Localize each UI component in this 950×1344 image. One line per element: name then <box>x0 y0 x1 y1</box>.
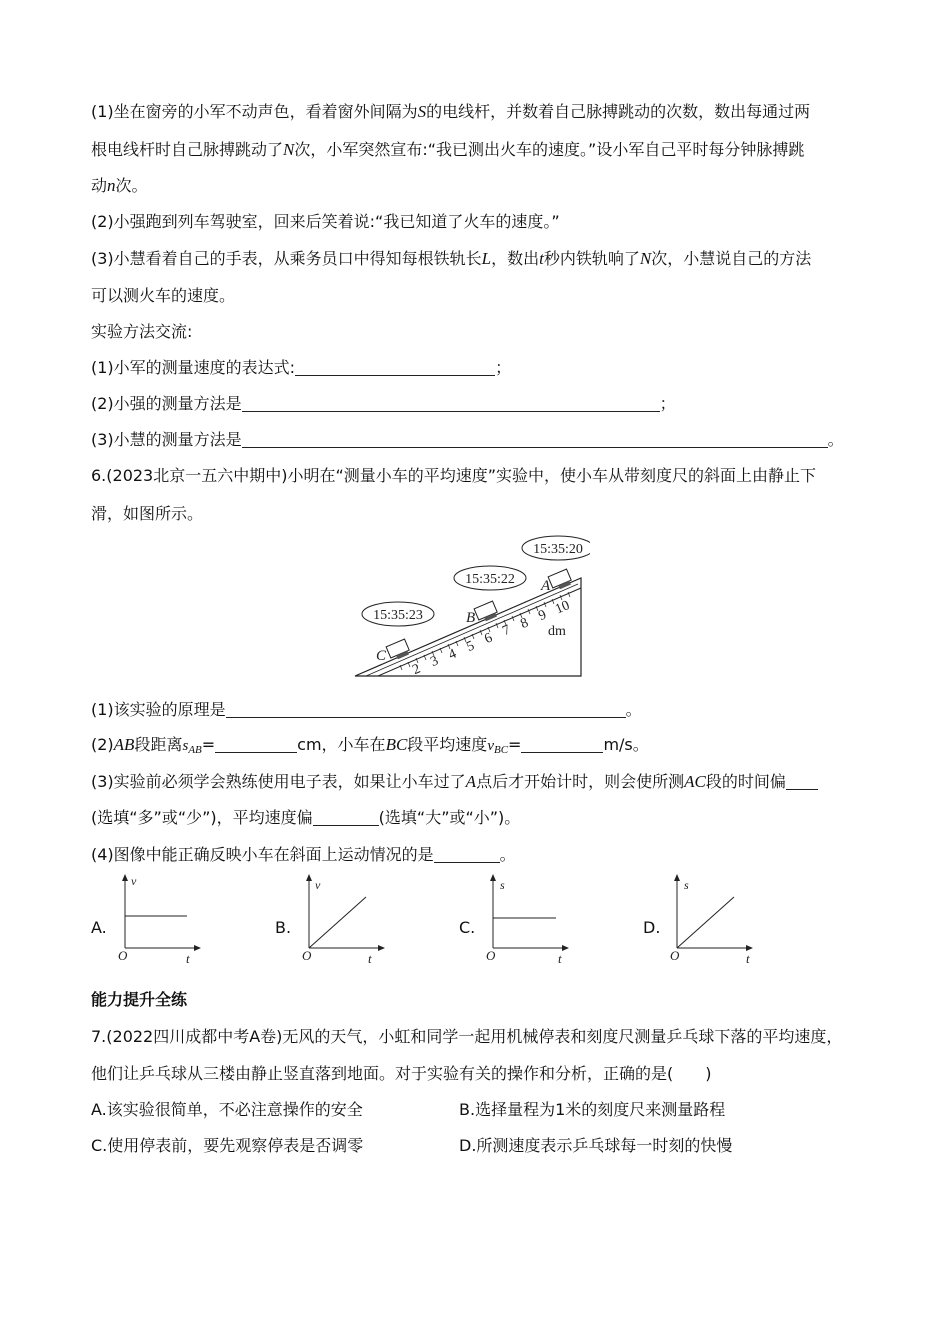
q6-sub-3: (3)实验前必须学会熟练使用电子表，如果让小车过了A点后才开始计时，则会使所测AC段的时间偏 <box>91 772 818 792</box>
point-label-a: A <box>541 578 551 594</box>
origin-label: O <box>118 948 128 963</box>
exchange-q1: (1)小军的测量速度的表达式: ； <box>91 358 512 377</box>
origin-label: O <box>302 948 312 963</box>
q6-sub-3b: (选填“多”或“少”)，平均速度偏 (选填“大”或“小”)。 <box>91 808 521 827</box>
intro-line-4: (2)小强跑到列车驾驶室，回来后笑着说:“我已知道了火车的速度。” <box>91 212 560 231</box>
axis-label: s <box>684 878 689 892</box>
answer-blank[interactable] <box>295 359 495 376</box>
intro-line-5: (3)小慧看着自己的手表，从乘务员口中得知每根铁轨长L，数出t秒内铁轨响了N次，小慧说自己的方法 <box>91 249 812 268</box>
intro-line-3: 动n次。 <box>91 176 148 195</box>
option-d-label[interactable]: D. <box>643 918 661 937</box>
q6-sub-1: (1)该实验的原理是 。 <box>91 700 642 719</box>
q6-stem-2: 滑，如图所示。 <box>91 504 204 523</box>
time-c: 15:35:23 <box>373 608 423 623</box>
origin-label: O <box>486 948 496 963</box>
axis-label: t <box>368 951 372 966</box>
ruler-tick: 4 <box>446 646 459 664</box>
option-a-label[interactable]: A. <box>91 918 107 937</box>
section-title: 能力提升全练 <box>91 990 188 1009</box>
q7-stem-1: 7.(2022四川成都中考A卷)无风的天气，小虹和同学一起用机械停表和刻度尺测量乒乓球下落的平均速度， <box>91 1027 843 1046</box>
ruler-tick: 8 <box>518 615 531 633</box>
ruler-tick: 3 <box>428 653 441 671</box>
q6-sub-2: (2)AB段距离sAB= cm，小车在BC段平均速度vBC= m/s。 <box>91 735 649 756</box>
answer-blank[interactable] <box>786 773 818 790</box>
axis-label: t <box>746 951 750 966</box>
ruler-tick: 2 <box>410 661 423 679</box>
incline-figure <box>350 532 590 680</box>
option-c-graph[interactable] <box>480 872 572 968</box>
intro-line-6: 可以测火车的速度。 <box>91 286 236 305</box>
ruler-tick: 9 <box>536 607 549 625</box>
exchange-q3: (3)小慧的测量方法是 。 <box>91 430 844 449</box>
ruler-tick: 10 <box>553 598 573 618</box>
option-b-graph[interactable] <box>296 872 388 968</box>
exchange-q2: (2)小强的测量方法是 ； <box>91 394 676 413</box>
time-b: 15:35:22 <box>465 572 515 587</box>
axis-label: v <box>131 874 137 888</box>
time-a: 15:35:20 <box>533 542 583 557</box>
option-b-label[interactable]: B. <box>275 918 292 937</box>
option-c-label[interactable]: C. <box>459 918 476 937</box>
q7-option-b[interactable]: B.选择量程为1米的刻度尺来测量路程 <box>459 1100 726 1119</box>
intro-line-2: 根电线杆时自己脉搏跳动了N次，小军突然宣布:“我已测出火车的速度。”设小军自己平时每分钟脉搏跳 <box>91 140 805 159</box>
ruler-tick: 6 <box>482 630 495 648</box>
q7-option-d[interactable]: D.所测速度表示乒乓球每一时刻的快慢 <box>459 1136 733 1155</box>
q6-stem-1: 6.(2023北京一五六中期中)小明在“测量小车的平均速度”实验中，使小车从带刻度尺的斜面上由静止下 <box>91 466 817 485</box>
answer-blank[interactable] <box>434 846 500 863</box>
ruler-unit: dm <box>548 624 566 639</box>
axis-label: s <box>500 878 505 892</box>
q7-option-c[interactable]: C.使用停表前，要先观察停表是否调零 <box>91 1136 364 1155</box>
axis-label: t <box>558 951 562 966</box>
option-a-graph[interactable] <box>112 872 204 968</box>
axis-label: t <box>186 951 190 966</box>
point-label-b: B <box>466 610 476 626</box>
option-d-graph[interactable] <box>664 872 756 968</box>
answer-blank[interactable] <box>313 809 379 826</box>
origin-label: O <box>670 948 680 963</box>
intro-line-1: (1)坐在窗旁的小军不动声色，看着窗外间隔为S的电线杆，并数着自己脉搏跳动的次数，数出每通过两 <box>91 102 811 121</box>
point-label-c: C <box>376 648 387 664</box>
answer-blank[interactable] <box>521 736 603 753</box>
q7-stem-2: 他们让乒乓球从三楼由静止竖直落到地面。对于实验有关的操作和分析，正确的是( ) <box>91 1064 712 1083</box>
answer-blank[interactable] <box>215 736 297 753</box>
ruler-tick: 5 <box>464 638 477 656</box>
ruler-tick: 7 <box>500 622 513 640</box>
answer-blank[interactable] <box>242 431 828 448</box>
exchange-title: 实验方法交流: <box>91 322 193 341</box>
axis-label: v <box>315 878 321 892</box>
answer-blank[interactable] <box>242 395 660 412</box>
q7-option-a[interactable]: A.该实验很简单，不必注意操作的安全 <box>91 1100 363 1119</box>
answer-blank[interactable] <box>226 701 626 718</box>
q6-sub-4: (4)图像中能正确反映小车在斜面上运动情况的是 。 <box>91 845 516 864</box>
